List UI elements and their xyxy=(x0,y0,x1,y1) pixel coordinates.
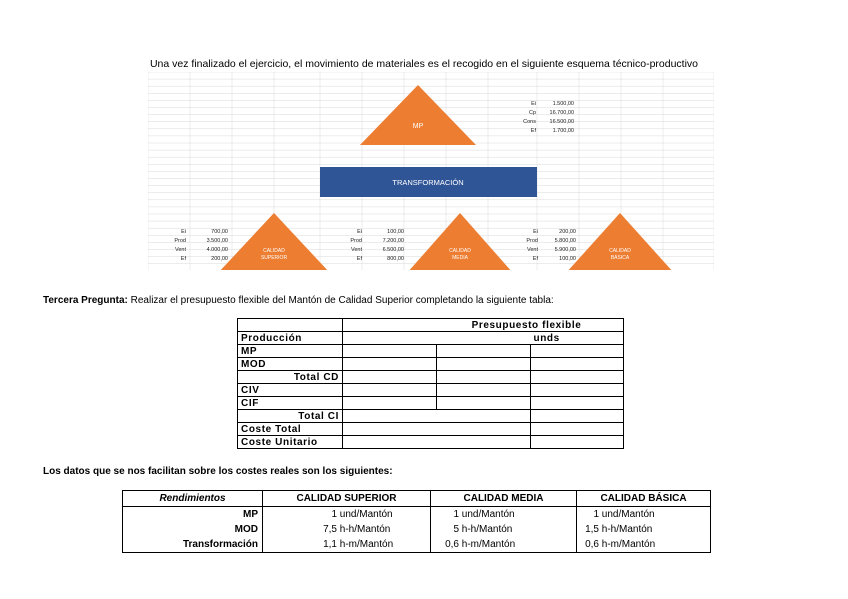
product-value: 200,00 xyxy=(559,229,576,235)
table-row xyxy=(238,384,624,397)
value: 1 xyxy=(593,509,599,520)
unit: h-h/Mantón xyxy=(339,524,391,535)
table-row xyxy=(123,522,711,537)
product-2-label-1: CALIDAD xyxy=(449,248,471,254)
product-value: 100,00 xyxy=(559,256,576,262)
product-1-label-1: CALIDAD xyxy=(263,248,285,254)
product-value: 6.500,00 xyxy=(382,247,404,253)
row-label: MOD xyxy=(123,522,263,537)
budget-header: Presupuesto flexible xyxy=(343,319,624,332)
product-triangle-1 xyxy=(218,213,330,270)
mp-stock-key: Ef xyxy=(530,128,536,134)
value: 0,6 xyxy=(445,539,459,550)
product-2-values xyxy=(340,228,410,264)
table-row xyxy=(238,423,624,436)
header-cell: CALIDAD MEDIA xyxy=(431,491,577,507)
unit: h-h/Mantón xyxy=(601,524,653,535)
product-1-values xyxy=(164,228,234,264)
product-value: 100,00 xyxy=(387,229,404,235)
unit: und/Mantón xyxy=(461,509,515,520)
budget-row-label: Coste Total xyxy=(238,423,343,436)
budget-row-label: MP xyxy=(238,345,343,358)
mp-stock-key: Cp xyxy=(528,110,536,116)
budget-row-label: CIF xyxy=(238,397,343,410)
budget-row-label: Producción xyxy=(238,332,343,345)
unit: und/Mantón xyxy=(601,509,655,520)
value: 1 xyxy=(453,509,459,520)
product-key: Vent xyxy=(174,247,186,253)
table-row xyxy=(123,537,711,553)
mp-triangle xyxy=(360,85,476,145)
product-key: Vent xyxy=(526,247,538,253)
mp-stock-values xyxy=(518,100,578,136)
table-row xyxy=(238,332,624,345)
unit: h-m/Mantón xyxy=(461,539,516,550)
question-heading: Tercera Pregunta: xyxy=(43,295,128,306)
table-row xyxy=(238,410,624,423)
table-row xyxy=(238,358,624,371)
budget-row-label: Total CD xyxy=(238,371,343,384)
product-key: Prod xyxy=(350,238,362,244)
mp-stock-value: 1.700,00 xyxy=(552,128,574,134)
product-key: Ei xyxy=(357,229,362,235)
header-cell: Rendimientos xyxy=(123,491,263,507)
product-value: 5.900,00 xyxy=(554,247,576,253)
rendimientos-table xyxy=(122,490,711,553)
product-key: Vent xyxy=(350,247,362,253)
table-row xyxy=(238,319,624,332)
budget-row-label: MOD xyxy=(238,358,343,371)
budget-row-label: Coste Unitario xyxy=(238,436,343,449)
header-cell: CALIDAD SUPERIOR xyxy=(263,491,431,507)
mp-label: MP xyxy=(412,123,424,130)
product-3-values xyxy=(518,228,578,264)
product-key: Ef xyxy=(356,256,362,262)
product-value: 3.500,00 xyxy=(206,238,228,244)
product-key: Ef xyxy=(180,256,186,262)
product-value: 4.000,00 xyxy=(206,247,228,253)
budget-table xyxy=(237,318,624,449)
value: 1,5 xyxy=(585,524,599,535)
row-label: MP xyxy=(123,507,263,523)
product-1-label-2: SUPERIOR xyxy=(260,255,288,261)
unit: h-m/Mantón xyxy=(339,539,394,550)
unit: und/Mantón xyxy=(339,509,393,520)
product-value: 700,00 xyxy=(211,229,228,235)
schema-title: Una vez finalizado el ejercicio, el movimiento de materiales es el recogido en el siguiente esquema técnico-productivo xyxy=(149,58,699,70)
header-cell: CALIDAD BÁSICA xyxy=(577,491,711,507)
value: 1,1 xyxy=(323,539,337,550)
product-value: 200,00 xyxy=(211,256,228,262)
product-triangle-3 xyxy=(566,213,674,270)
costs-title: Los datos que se nos facilitan sobre los costes reales son los siguientes: xyxy=(43,466,393,477)
question-body: Realizar el presupuesto flexible del Mantón de Calidad Superior completando la siguiente tabla: xyxy=(127,295,554,306)
budget-units: unds xyxy=(531,332,624,345)
question-text xyxy=(43,295,554,306)
table-row xyxy=(238,436,624,449)
value: 1 xyxy=(331,509,337,520)
product-value: 800,00 xyxy=(387,256,404,262)
table-row xyxy=(123,507,711,523)
product-3-label-1: CALIDAD xyxy=(609,248,631,254)
product-3-label-2: BÁSICA xyxy=(610,255,630,261)
value: 5 xyxy=(453,524,459,535)
table-row xyxy=(123,491,711,507)
table-row xyxy=(238,397,624,410)
product-key: Ei xyxy=(181,229,186,235)
transformation-label: TRANSFORMACIÓN xyxy=(392,178,464,187)
mp-stock-value: 16.700,00 xyxy=(549,110,574,116)
unit: h-h/Mantón xyxy=(461,524,513,535)
product-key: Ei xyxy=(533,229,538,235)
mp-stock-value: 16.500,00 xyxy=(549,119,574,125)
mp-stock-value: 1.500,00 xyxy=(552,101,574,107)
budget-row-label: Total CI xyxy=(238,410,343,423)
product-key: Prod xyxy=(174,238,186,244)
product-triangle-2 xyxy=(407,213,513,270)
mp-stock-key: Ei xyxy=(531,101,536,107)
value: 0,6 xyxy=(585,539,599,550)
value: 7,5 xyxy=(323,524,337,535)
table-row xyxy=(238,371,624,384)
product-2-label-2: MEDIA xyxy=(452,255,468,261)
row-label: Transformación xyxy=(123,537,263,553)
product-value: 7.200,00 xyxy=(382,238,404,244)
product-key: Prod xyxy=(526,238,538,244)
table-row xyxy=(238,345,624,358)
mp-stock-key: Cons xyxy=(523,119,536,125)
unit: h-m/Mantón xyxy=(601,539,656,550)
budget-row-label: CIV xyxy=(238,384,343,397)
product-key: Ef xyxy=(532,256,538,262)
product-value: 5.800,00 xyxy=(554,238,576,244)
